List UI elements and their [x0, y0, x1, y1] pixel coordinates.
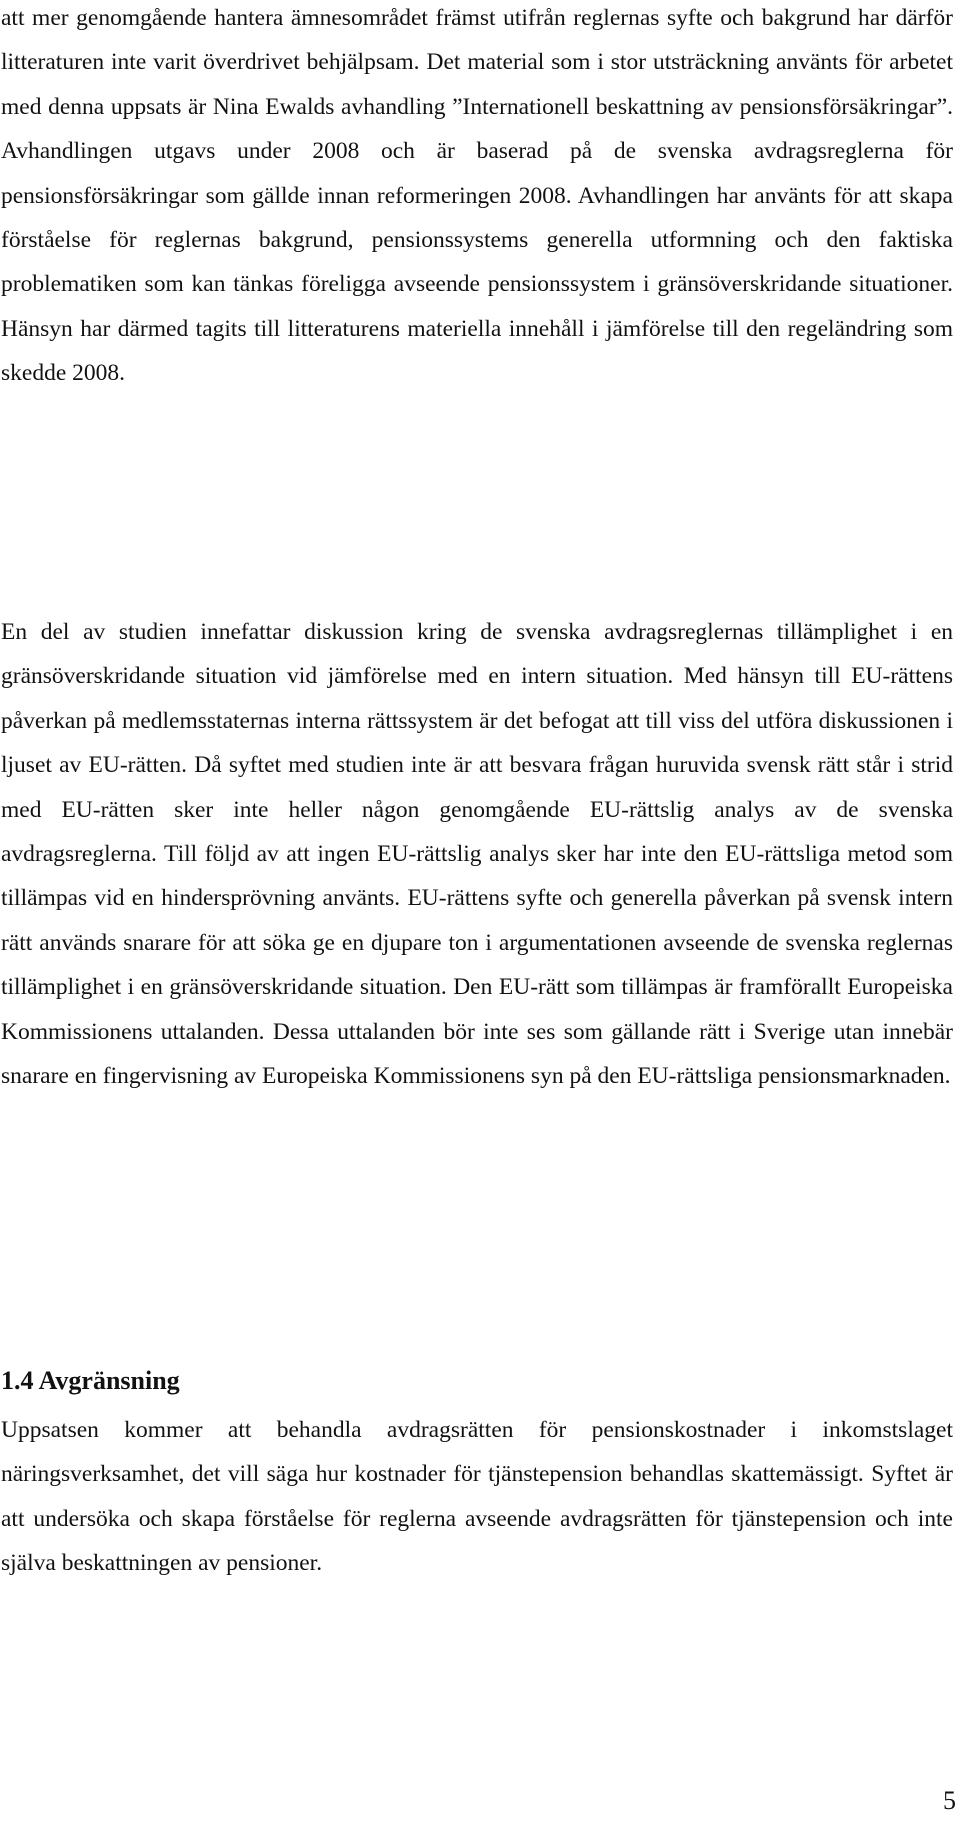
body-paragraph-delimitation: Uppsatsen kommer att behandla avdragsrätten för pensionskostnader i inkomstslaget näringsverksamhet, det vill säga hur kostnader för tjänstepension behandlas skattemässigt. Syftet är att undersöka och skapa förståelse för reglerna avseende avdragsrätten för tjänstepension och inte själva beskattningen av pensioner. — [1, 1417, 953, 1577]
body-paragraph-literature: att mer genomgående hantera ämnesområdet främst utifrån reglernas syfte och bakgrund har därför litteraturen inte varit överdrivet behjälpsam. Det material som i stor utsträckning använts för arbetet med denna uppsats är Nina Ewalds avhandling ”Internationell beskattning av pensionsförsäkringar”. Avhandlingen utgavs under 2008 och är baserad på de svenska avdragsreglerna för pensionsförsäkringar som gällde innan reformeringen 2008. Avhandlingen har använts för att skapa förståelse för reglernas bakgrund, pensionssystems generella utformning och den faktiska problematiken som kan tänkas föreligga avseende pensionssystem i gränsöverskridande situationer. Hänsyn har därmed tagits till litteraturens materiella innehåll i jämförelse till den regeländring som skedde 2008. — [1, 5, 953, 387]
page-number: 5 — [943, 1786, 956, 1815]
body-paragraph-eu-law: En del av studien innefattar diskussion kring de svenska avdragsreglernas tillämplighet i en gränsöverskridande situation vid jämförelse med en intern situation. Med hänsyn till EU-rättens påverkan på medlemsstaternas interna rättssystem är det befogat att till viss del utföra diskussionen i ljuset av EU-rätten. Då syftet med studien inte är att besvara frågan huruvida svensk rätt står i strid med EU-rätten sker inte heller någon genomgående EU-rättslig analys av de svenska avdragsreglerna. Till följd av att ingen EU-rättslig analys sker har inte den EU-rättsliga metod som tillämpas vid en hindersprövning använts. EU-rättens syfte och generella påverkan på svensk intern rätt används snarare för att söka ge en djupare ton i argumentationen avseende de svenska reglernas tillämplighet i en gränsöverskridande situation. Den EU-rätt som tillämpas är framförallt Europeiska Kommissionens uttalanden. Dessa uttalanden bör inte ses som gällande rätt i Sverige utan innebär snarare en fingervisning av Europeiska Kommissionens syn på den EU-rättsliga pensionsmarknaden. — [1, 619, 953, 1090]
section-heading: 1.4 Avgränsning — [1, 1366, 180, 1395]
